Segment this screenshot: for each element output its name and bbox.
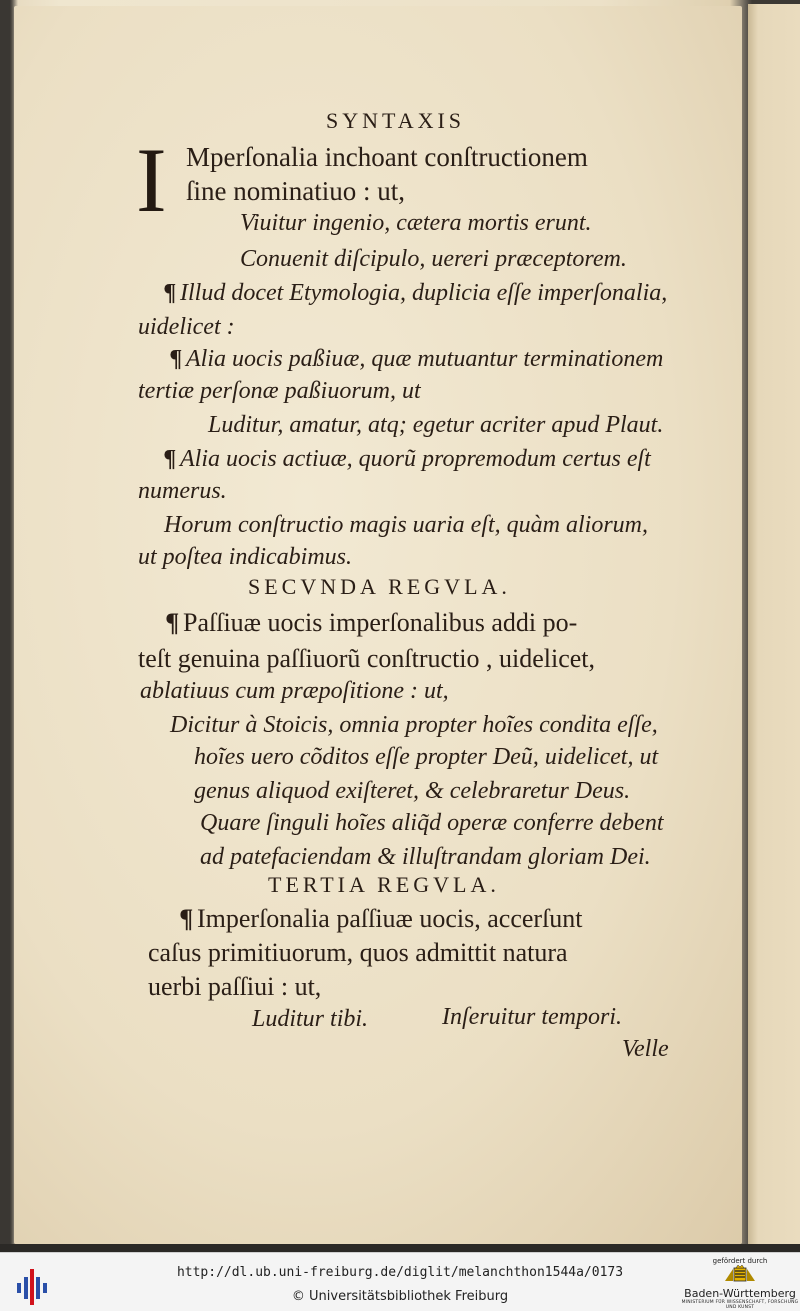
- text-line: ¶ Imperſonalia paſſiuæ uocis, accerſunt: [180, 904, 583, 933]
- section-heading: TERTIA REGVLA.: [268, 872, 500, 897]
- copyright-notice: © Universitätsbibliothek Freiburg: [291, 1289, 509, 1304]
- text-line: ¶ Paſſiuæ uocis imperſonalibus addi po-: [166, 608, 578, 637]
- scan-bottom-rim: [0, 1244, 800, 1252]
- text-line: Luditur tibi.: [252, 1006, 369, 1032]
- sponsor-name: Baden-Württemberg: [684, 1287, 796, 1300]
- text-line: genus aliquod exiſteret, & celebraretur Deus.: [194, 778, 631, 804]
- running-header: SYNTAXIS: [326, 108, 466, 133]
- text-line: caſus primitiuorum, quos admittit natura: [148, 938, 568, 967]
- text-line: ¶ Illud docet Etymologia, duplicia eſſe imperſonalia,: [164, 280, 668, 306]
- text-line: uerbi paſſiui : ut,: [148, 972, 322, 1001]
- text-line: ¶ Alia uocis paßiuæ, quæ mutuantur terminationem: [170, 346, 664, 372]
- text-line: Viuitur ingenio, cætera mortis erunt.: [240, 210, 592, 236]
- text-line: numerus.: [138, 478, 227, 504]
- text-line: Horum conſtructio magis uaria eſt, quàm aliorum,: [164, 512, 648, 538]
- text-line: tertiæ perſonæ paßiuorum, ut: [138, 378, 421, 404]
- text-line: hoĩes uero cõditos eſſe propter Deũ, uidelicet, ut: [194, 744, 659, 770]
- text-line: Inſeruitur tempori.: [442, 1004, 622, 1030]
- text-line: Mperſonalia inchoant conſtructionem: [186, 142, 588, 172]
- text-line: ſine nominatiuo : ut,: [186, 176, 405, 206]
- text-line: Quare ſinguli hoĩes aliq̃d operæ conferre debent: [200, 810, 664, 836]
- sponsor-ministry: MINISTERIUM FÜR WISSENSCHAFT, FORSCHUNG UND KUNST: [681, 1300, 799, 1310]
- section-heading: SECVNDA REGVLA.: [248, 574, 511, 599]
- state-coat-of-arms-icon: [723, 1265, 757, 1283]
- paragraph-mark-icon: ¶: [180, 904, 193, 933]
- permalink-url[interactable]: http://dl.ub.uni-freiburg.de/diglit/melanchthon1544a/0173: [176, 1265, 624, 1280]
- next-page-edge: [748, 4, 800, 1246]
- text-line: Luditur, amatur, atq; egetur acriter apud Plaut.: [208, 412, 664, 438]
- page-text: [14, 6, 742, 1244]
- text-line: uidelicet :: [138, 314, 235, 340]
- text-line: Dicitur à Stoicis, omnia propter hoĩes condita eſſe,: [170, 712, 658, 738]
- paragraph-mark-icon: ¶: [170, 346, 182, 372]
- text-line: ut poſtea indicabimus.: [138, 544, 352, 570]
- paragraph-mark-icon: ¶: [164, 280, 176, 306]
- catchword: Velle: [622, 1036, 669, 1062]
- book-page: [14, 6, 742, 1244]
- text-line: ablatiuus cum præpoſitione : ut,: [140, 678, 449, 704]
- viewer-footer: [0, 1252, 800, 1311]
- drop-capital: I: [136, 129, 167, 231]
- paragraph-mark-icon: ¶: [164, 446, 176, 472]
- paragraph-mark-icon: ¶: [166, 608, 179, 637]
- text-line: ad patefaciendam & illuſtrandam gloriam Dei.: [200, 844, 651, 870]
- text-line: Conuenit diſcipulo, uereri præceptorem.: [240, 246, 627, 272]
- sponsor-block: [680, 1255, 800, 1311]
- sponsor-caption: gefördert durch: [712, 1257, 768, 1265]
- text-line: teſt genuina paſſiuorũ conſtructio , uidelicet,: [138, 644, 596, 673]
- text-line: ¶ Alia uocis actiuæ, quorũ propremodum certus eſt: [164, 446, 651, 472]
